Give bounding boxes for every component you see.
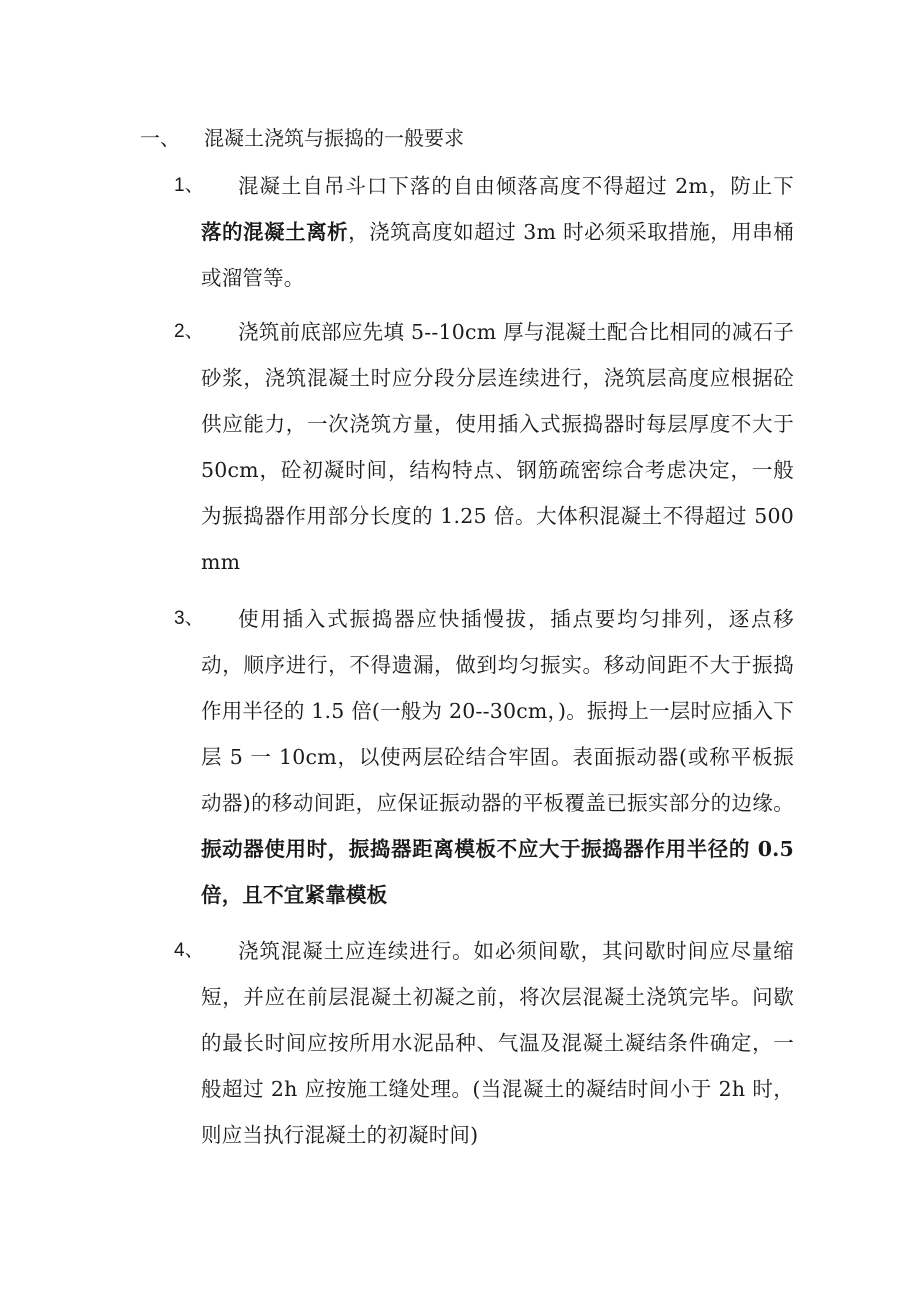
list-item xyxy=(174,596,794,918)
item-text: 浇筑混凝土应连续进行。如必须间歇，其问歇时间应尽量缩短，并应在前层混凝土初凝之前，将次层混凝土浇筑完毕。问歇的最长时间应按所用水泥品种、气温及混凝土凝结条件确定，一般超过 2h 应按施工缝处理。(当混凝土的凝结时间小于 2h 时，则应当执行混凝土的初凝时间) xyxy=(201,939,794,1147)
item-text-bold: 落的混凝土离析 xyxy=(201,220,349,244)
item-text-part: 使用插入式振捣器应快插慢拔，插点要均匀排列，逐点移动，顺序进行，不得遗漏，做到均匀振实。移动间距不大于振捣作用半径的 1.5 倍(一般为 20--30cm，)。振拇上一层时应插入下层 5 一 10cm，以使两层砼结合牢固。表面振动器(或称平板振动器)的移动间距，应保证振动器的平板覆盖已振实部分的边缘。 xyxy=(201,607,794,815)
list-item xyxy=(174,928,794,1158)
item-number: 3、 xyxy=(174,608,204,629)
item-number: 4、 xyxy=(174,940,204,961)
section-title: 混凝土浇筑与振捣的一般要求 xyxy=(204,126,464,150)
item-text-bold: 振动器使用时，振捣器距离模板不应大于振捣器作用半径的 0.5 倍，且不宜紧靠模板 xyxy=(201,837,794,907)
item-text-part: 混凝土自吊斗口下落的自由倾落高度不得超过 2m，防止下 xyxy=(238,174,794,198)
item-text xyxy=(201,163,794,301)
list-item xyxy=(174,309,794,585)
item-text-part: ，浇筑高度如超过 3m 时必须采取措施，用串桶或溜管等。 xyxy=(201,220,794,290)
item-number: 1、 xyxy=(174,175,204,196)
section-heading xyxy=(140,118,464,158)
item-number: 2、 xyxy=(174,321,204,342)
section-number: 一、 xyxy=(140,126,180,150)
item-text xyxy=(201,596,794,918)
item-text: 浇筑前底部应先填 5--10cm 厚与混凝土配合比相同的减石子砂浆，浇筑混凝土时应分段分层连续进行，浇筑层高度应根据砼供应能力，一次浇筑方量，使用插入式振捣器时每层厚度不大于 50cm，砼初凝时间，结构特点、钢筋疏密综合考虑决定，一般为振捣器作用部分长度的 1.25 倍。大体积混凝土不得超过 500mm xyxy=(201,320,794,574)
list-item xyxy=(174,163,794,301)
